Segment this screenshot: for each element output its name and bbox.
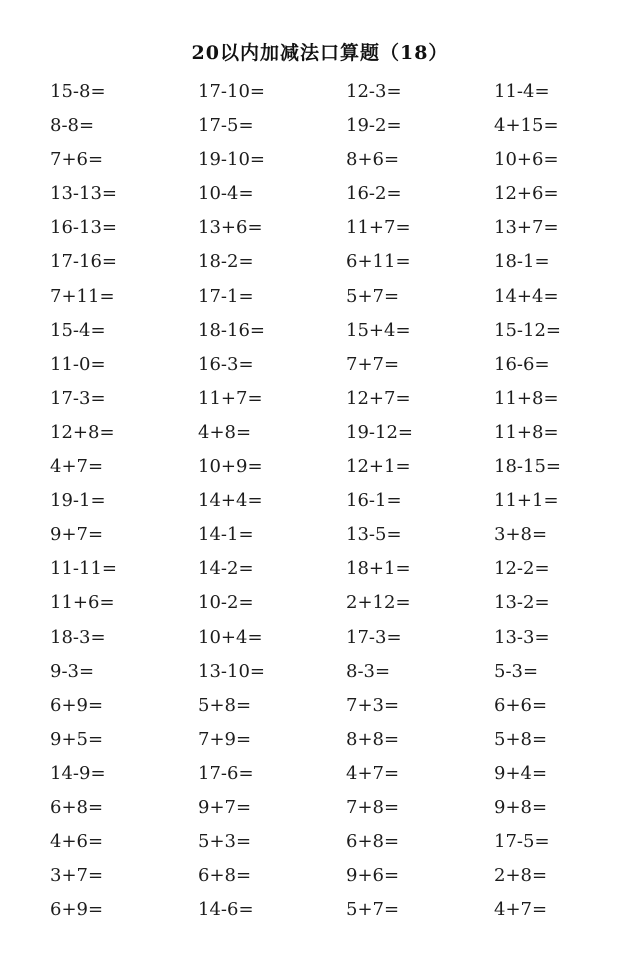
problem-cell: 18-1= bbox=[494, 251, 550, 273]
problem-cell: 12+8= bbox=[50, 421, 115, 443]
problem-cell: 5+7= bbox=[346, 899, 400, 921]
problem-cell: 9+7= bbox=[50, 524, 104, 546]
problem-cell: 14-9= bbox=[50, 762, 106, 784]
problem-cell: 15-8= bbox=[50, 81, 106, 102]
problem-cell: 16-3= bbox=[198, 353, 254, 375]
problem-cell: 19-1= bbox=[50, 490, 106, 512]
problem-cell: 8-3= bbox=[346, 660, 391, 682]
problem-cell: 12+7= bbox=[346, 387, 411, 409]
problem-cell: 14+4= bbox=[494, 285, 559, 307]
problem-cell: 9+8= bbox=[494, 796, 548, 818]
problem-cell: 9+5= bbox=[50, 728, 104, 750]
problem-cell: 4+7= bbox=[50, 456, 104, 478]
problem-cell: 10+9= bbox=[198, 456, 263, 478]
problem-cell: 11-0= bbox=[50, 353, 106, 375]
problem-cell: 15-12= bbox=[494, 319, 561, 341]
problem-cell: 11-11= bbox=[50, 558, 117, 580]
problem-cell: 11+7= bbox=[198, 387, 263, 409]
problem-cell: 14-1= bbox=[198, 524, 254, 546]
problem-grid bbox=[50, 78, 630, 930]
problem-cell: 9+6= bbox=[346, 865, 400, 887]
problem-cell: 13-3= bbox=[494, 626, 550, 648]
problem-cell: 13+7= bbox=[494, 217, 559, 239]
problem-cell: 18+1= bbox=[346, 558, 411, 580]
problem-cell: 10+6= bbox=[494, 149, 559, 171]
problem-cell: 14+4= bbox=[198, 490, 263, 512]
problem-cell: 5+7= bbox=[346, 285, 400, 307]
problem-cell: 17-1= bbox=[198, 285, 254, 307]
problem-cell: 6+9= bbox=[50, 694, 104, 716]
problem-cell: 11+6= bbox=[50, 592, 115, 614]
problem-cell: 7+6= bbox=[50, 149, 104, 171]
problem-cell: 2+12= bbox=[346, 592, 411, 614]
problem-cell: 7+7= bbox=[346, 353, 400, 375]
problem-cell: 13-13= bbox=[50, 183, 117, 205]
problem-cell: 4+15= bbox=[494, 115, 559, 137]
problem-cell: 18-15= bbox=[494, 456, 561, 478]
problem-cell: 9-3= bbox=[50, 660, 95, 682]
problem-cell: 12+1= bbox=[346, 456, 411, 478]
problem-cell: 13-10= bbox=[198, 660, 265, 682]
problem-cell: 14-6= bbox=[198, 899, 254, 921]
problem-cell: 11-4= bbox=[494, 81, 550, 102]
problem-cell: 13-2= bbox=[494, 592, 550, 614]
problem-cell: 19-12= bbox=[346, 421, 413, 443]
problem-cell: 11+8= bbox=[494, 387, 559, 409]
problem-cell: 2+8= bbox=[494, 865, 548, 887]
problem-cell: 10-4= bbox=[198, 183, 254, 205]
problem-cell: 12+6= bbox=[494, 183, 559, 205]
problem-cell: 9+4= bbox=[494, 762, 548, 784]
problem-cell: 14-2= bbox=[198, 558, 254, 580]
problem-cell: 7+3= bbox=[346, 694, 400, 716]
problem-cell: 3+7= bbox=[50, 865, 104, 887]
problem-cell: 16-2= bbox=[346, 183, 402, 205]
problem-cell: 4+6= bbox=[50, 831, 104, 853]
problem-cell: 5+3= bbox=[198, 831, 252, 853]
problem-cell: 17-5= bbox=[494, 831, 550, 853]
problem-cell: 17-5= bbox=[198, 115, 254, 137]
problem-cell: 7+9= bbox=[198, 728, 252, 750]
problem-cell: 4+7= bbox=[494, 899, 548, 921]
problem-cell: 19-2= bbox=[346, 115, 402, 137]
problem-cell: 13+6= bbox=[198, 217, 263, 239]
problem-cell: 4+7= bbox=[346, 762, 400, 784]
problem-cell: 4+8= bbox=[198, 421, 252, 443]
problem-cell: 7+8= bbox=[346, 796, 400, 818]
problem-cell: 3+8= bbox=[494, 524, 548, 546]
problem-cell: 17-3= bbox=[50, 387, 106, 409]
problem-cell: 5+8= bbox=[494, 728, 548, 750]
problem-cell: 5-3= bbox=[494, 660, 539, 682]
problem-cell: 15-4= bbox=[50, 319, 106, 341]
problem-cell: 6+8= bbox=[50, 796, 104, 818]
problem-cell: 10+4= bbox=[198, 626, 263, 648]
problem-cell: 6+8= bbox=[198, 865, 252, 887]
problem-cell: 5+8= bbox=[198, 694, 252, 716]
problem-cell: 16-13= bbox=[50, 217, 117, 239]
problem-cell: 17-6= bbox=[198, 762, 254, 784]
problem-cell: 11+1= bbox=[494, 490, 559, 512]
problem-cell: 18-2= bbox=[198, 251, 254, 273]
problem-cell: 10-2= bbox=[198, 592, 254, 614]
problem-cell: 6+9= bbox=[50, 899, 104, 921]
problem-cell: 12-2= bbox=[494, 558, 550, 580]
problem-cell: 18-16= bbox=[198, 319, 265, 341]
problem-cell: 18-3= bbox=[50, 626, 106, 648]
problem-cell: 8+8= bbox=[346, 728, 400, 750]
problem-cell: 11+7= bbox=[346, 217, 411, 239]
problem-cell: 8-8= bbox=[50, 115, 95, 137]
problem-cell: 9+7= bbox=[198, 796, 252, 818]
problem-cell: 17-10= bbox=[198, 81, 265, 102]
problem-cell: 19-10= bbox=[198, 149, 265, 171]
problem-cell: 7+11= bbox=[50, 285, 115, 307]
problem-cell: 6+6= bbox=[494, 694, 548, 716]
problem-cell: 11+8= bbox=[494, 421, 559, 443]
problem-cell: 6+8= bbox=[346, 831, 400, 853]
problem-cell: 17-3= bbox=[346, 626, 402, 648]
problem-cell: 13-5= bbox=[346, 524, 402, 546]
problem-cell: 8+6= bbox=[346, 149, 400, 171]
worksheet-title: 20以内加减法口算题（18） bbox=[191, 42, 449, 64]
problem-cell: 17-16= bbox=[50, 251, 117, 273]
problem-cell: 16-1= bbox=[346, 490, 402, 512]
problem-cell: 12-3= bbox=[346, 81, 402, 102]
problem-cell: 6+11= bbox=[346, 251, 411, 273]
problem-cell: 15+4= bbox=[346, 319, 411, 341]
problem-cell: 16-6= bbox=[494, 353, 550, 375]
